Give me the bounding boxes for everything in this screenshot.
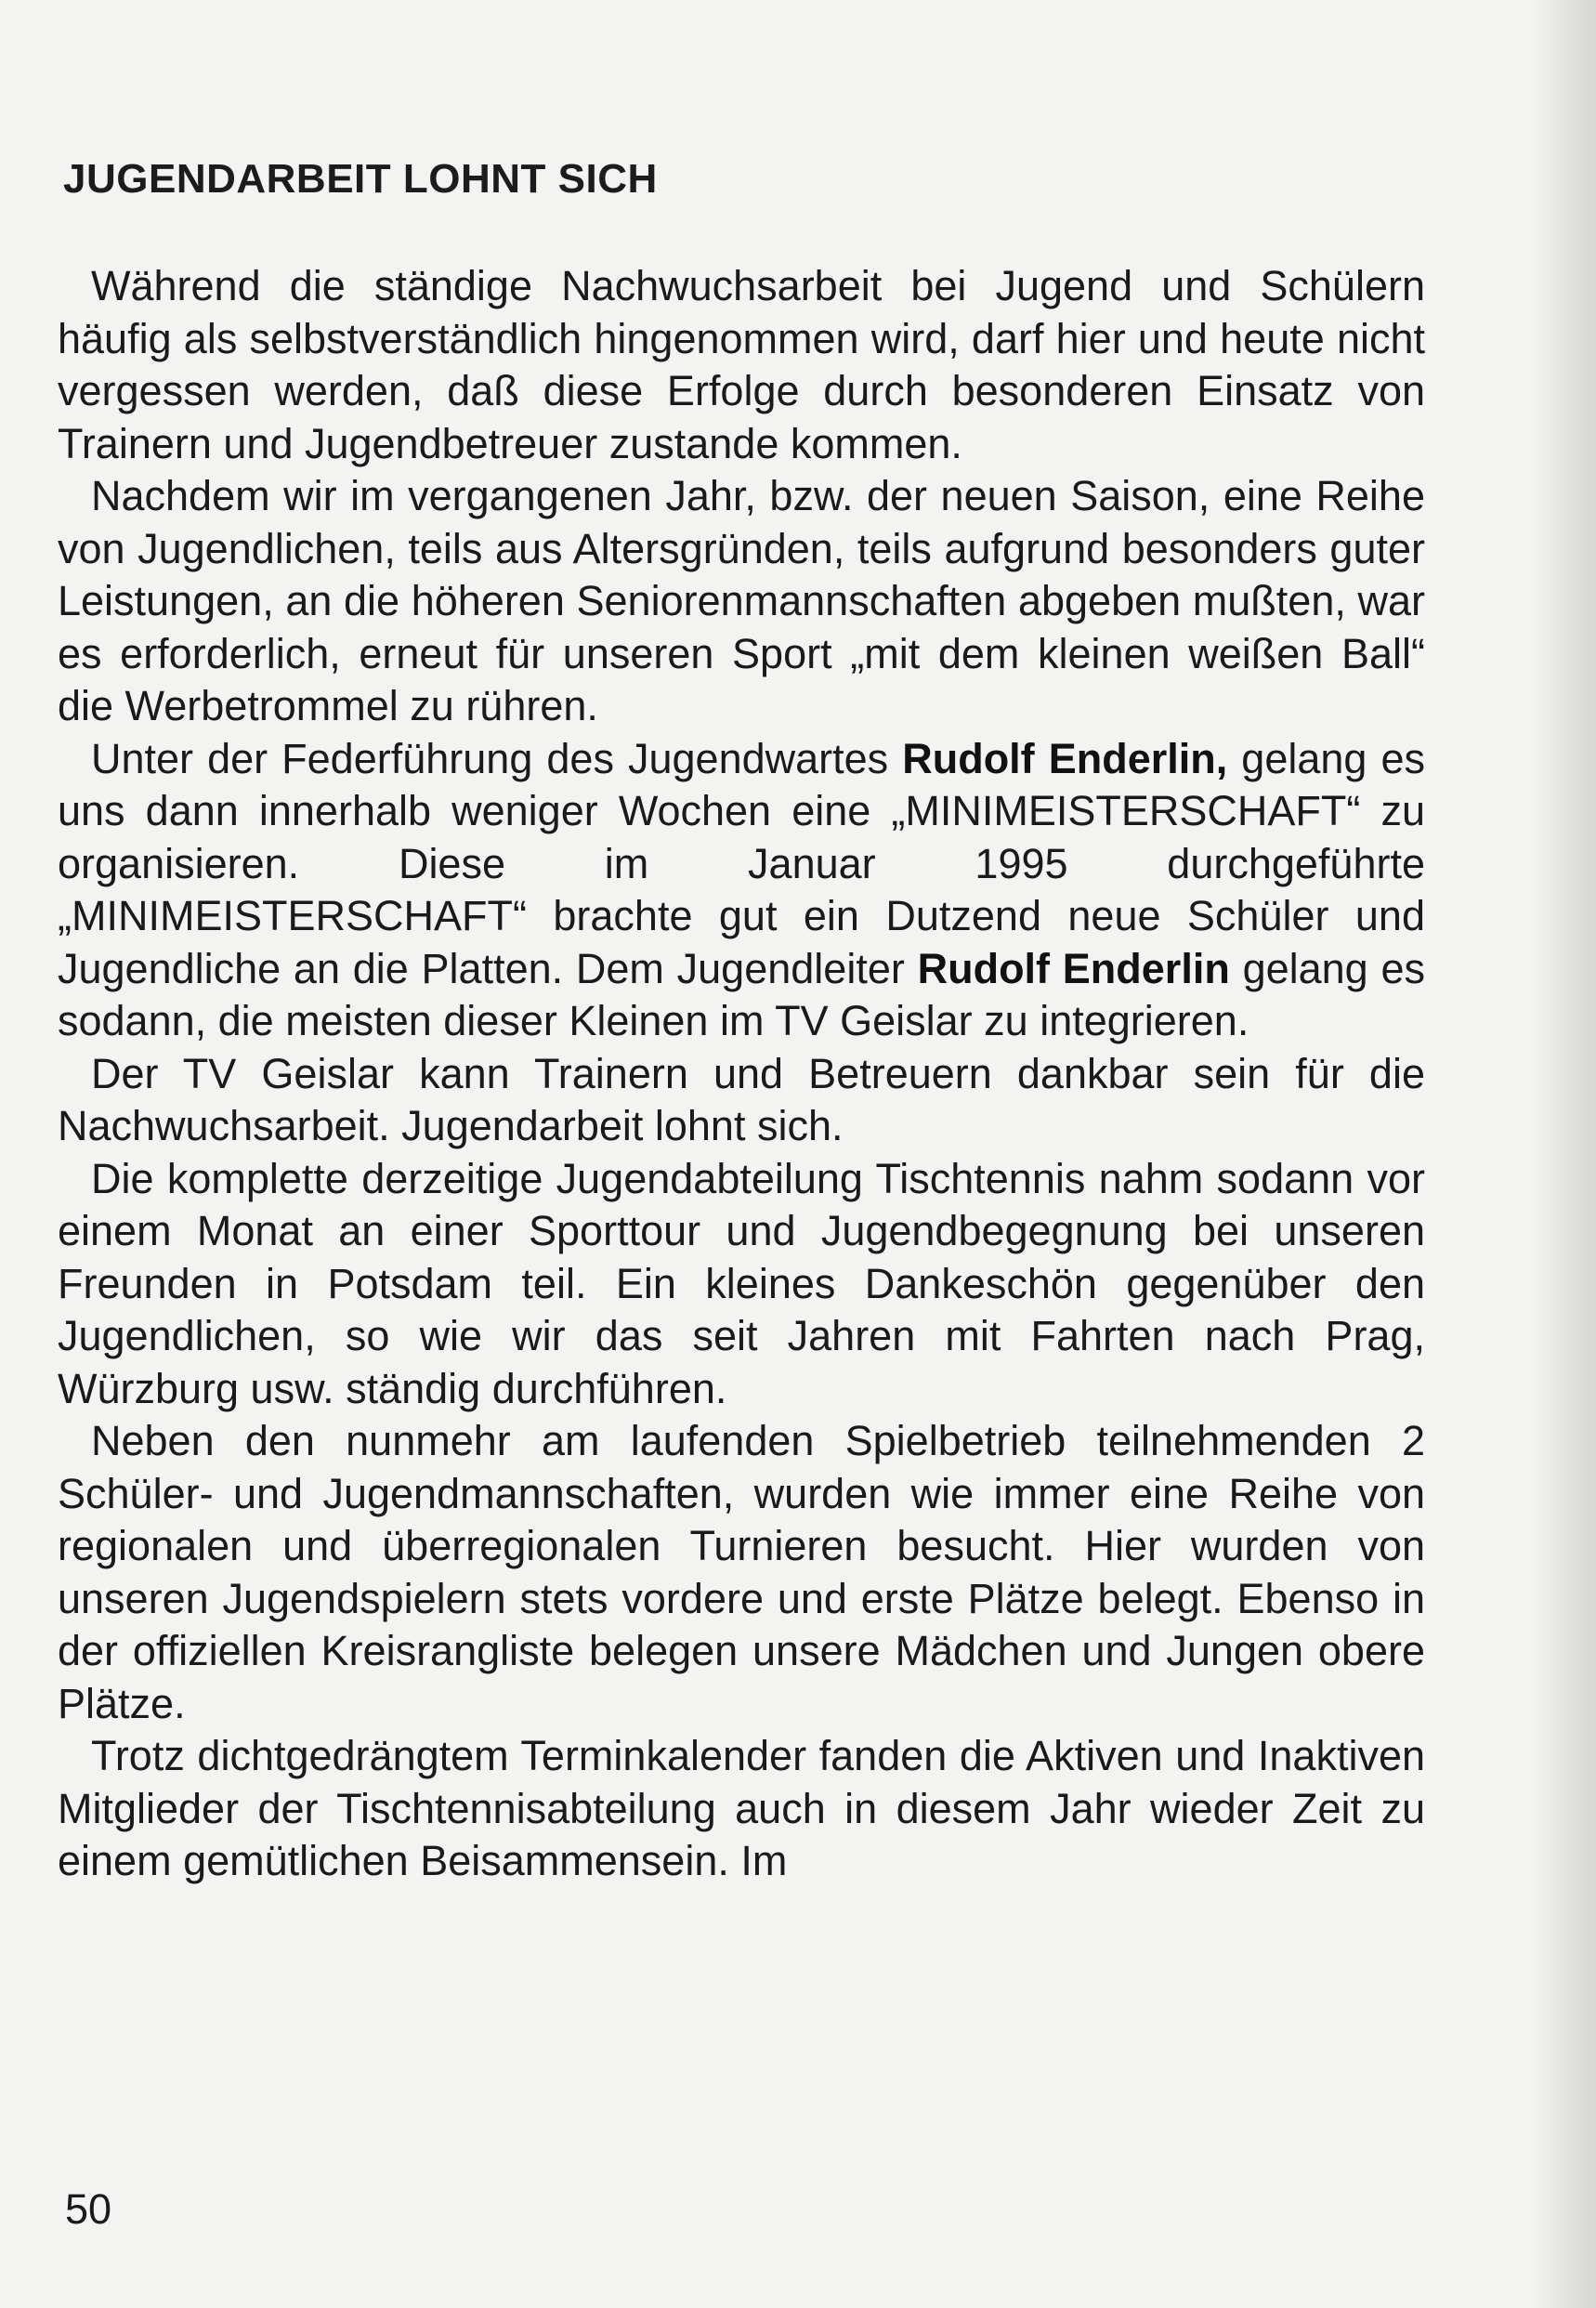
- paragraph-minimeisterschaft: [58, 733, 1425, 1048]
- person-name-bold: Rudolf Enderlin,: [902, 734, 1228, 782]
- paragraph-recruitment: [58, 470, 1425, 733]
- page-number: 50: [65, 2185, 112, 2233]
- article-body: [58, 260, 1425, 1888]
- paragraph-text: Neben den nunmehr am laufenden Spielbetrieb teilnehmenden 2 Schüler- und Jugendmannschaften, wurden wie immer eine Reihe von regionalen und überregionalen Turnieren besucht. Hier wurden von unseren Jugendspielern stets vordere und erste Plätze belegt. Ebenso in der offiziellen Kreisrangliste belegen unsere Mädchen und Jungen obere Plätze.: [58, 1417, 1425, 1727]
- paragraph-text: Während die ständige Nachwuchsarbeit bei Jugend und Schülern häufig als selbstverständlich hingenommen wird, darf hier und heute nicht vergessen werden, daß diese Erfolge durch besonderen Einsatz von Trainern und Jugendbetreuer zustande kommen.: [58, 262, 1425, 467]
- paragraph-text: gelang es sodann, die meisten dieser Kleinen im TV Geislar zu integrieren.: [58, 944, 1425, 1044]
- paragraph-thanks: [58, 1048, 1425, 1153]
- paragraph-text: Die komplette derzeitige Jugendabteilung Tischtennis nahm sodann vor einem Monat an einer Sporttour und Jugendbegegnung bei unseren Freunden in Potsdam teil. Ein kleines Dankeschön gegenüber den Jugendlichen, so wie wir das seit Jahren mit Fahrten nach Prag, Würzburg usw. ständig durchführen.: [58, 1154, 1425, 1412]
- paragraph-text: Trotz dichtgedrängtem Terminkalender fanden die Aktiven und Inaktiven Mitglieder der Tischtennisabteilung auch in diesem Jahr wieder Zeit zu einem gemütlichen Beisammensein. Im: [58, 1732, 1425, 1884]
- paragraph-social-gathering: [58, 1730, 1425, 1888]
- paragraph-text: Nachdem wir im vergangenen Jahr, bzw. der neuen Saison, eine Reihe von Jugendlichen, teils aus Altersgründen, teils aufgrund besonders guter Leistungen, an die höheren Seniorenmannschaften abgeben mußten, war es erforderlich, erneut für unseren Sport „mit dem kleinen weißen Ball“ die Werbetrommel zu rühren.: [58, 472, 1425, 729]
- paragraph-tournaments: [58, 1415, 1425, 1730]
- paragraph-text: Unter der Federführung des Jugendwartes: [91, 734, 903, 782]
- paragraph-youth-work-intro: [58, 260, 1425, 470]
- paragraph-text: gelang es uns dann innerhalb weniger Wochen eine „MINIMEISTERSCHAFT“ zu organisieren. Diese im Januar 1995 durchgeführte „MINIMEISTERSCHAFT“ brachte gut ein Dutzend neue Schüler und Jugendliche an die Platten. Dem Jugendleiter: [58, 734, 1425, 992]
- person-name-bold: Rudolf Enderlin: [917, 944, 1230, 992]
- article-title: JUGENDARBEIT LOHNT SICH: [63, 156, 658, 202]
- page-edge-shadow: [1531, 0, 1596, 2308]
- paragraph-text: Der TV Geislar kann Trainern und Betreuern dankbar sein für die Nachwuchsarbeit. Jugendarbeit lohnt sich.: [58, 1049, 1425, 1149]
- paragraph-potsdam-trip: [58, 1153, 1425, 1416]
